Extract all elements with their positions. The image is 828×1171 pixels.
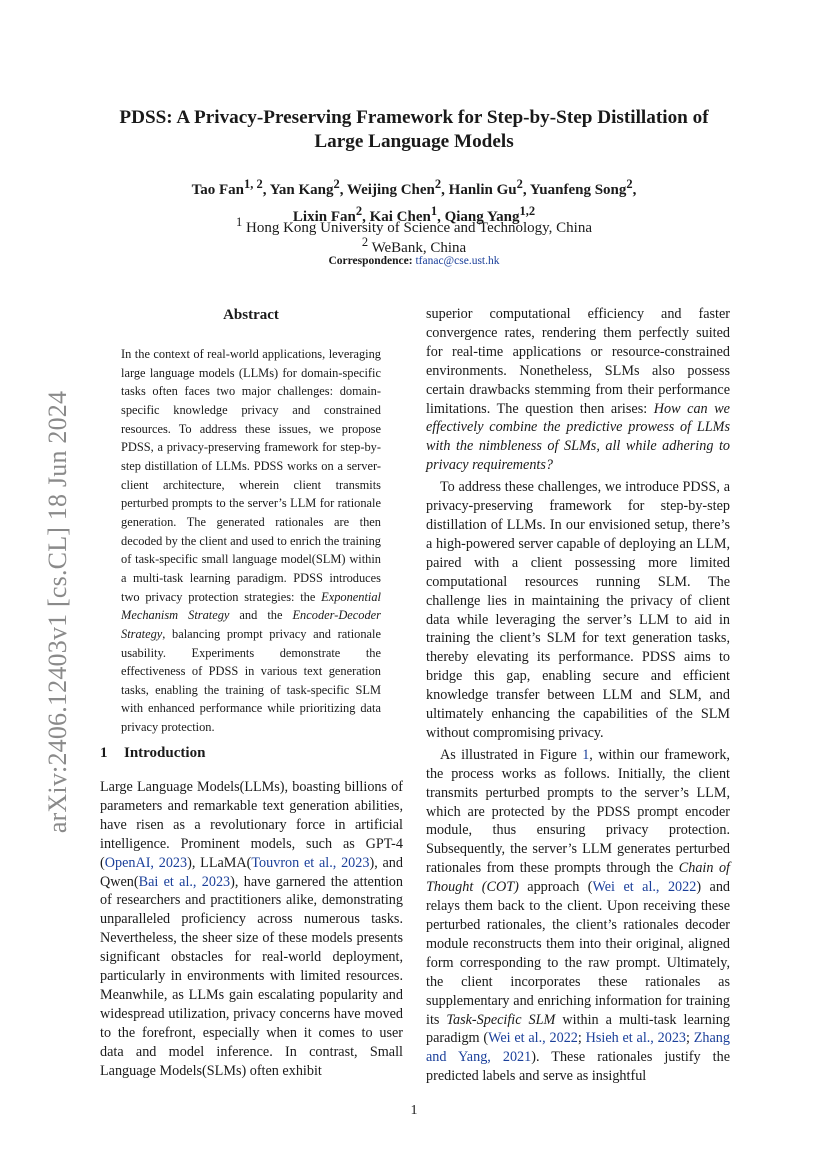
- citation-separator: ;: [686, 1030, 694, 1047]
- correspondence-label: Correspondence:: [328, 255, 413, 267]
- body-text: approach (: [518, 879, 593, 896]
- affiliation-name: WeBank, China: [371, 240, 467, 256]
- author: Yan Kang: [269, 182, 334, 198]
- author: Lixin Fan: [292, 208, 356, 225]
- author-affil-mark: 1,2: [519, 203, 536, 218]
- paper-title: [90, 106, 738, 154]
- body-text: ), have garnered the attention of researchers and practitioners alike, demonstrating unparalleled proficiency across numerous tasks. Nevertheless, the sheer size of these models presents significant obstacles for real-world deployment, particularly in environments with limited resources. Meanwhile, as LLMs gain escalating popularity and widespread utilization, privacy concerns have moved to the forefront, especially when it comes to user data and model inference. In contrast, Small Language Models(SLMs) often exhibit: [100, 873, 403, 1079]
- section-title: Introduction: [124, 745, 206, 761]
- citation-link[interactable]: Hsieh et al., 2023: [585, 1030, 687, 1047]
- correspondence: [90, 255, 738, 267]
- citation-link[interactable]: Zhang and Yang, 2021: [426, 1030, 730, 1066]
- affiliation-number: 2: [361, 235, 369, 249]
- abstract-text: [121, 345, 381, 737]
- author-affil-mark: 2: [626, 177, 633, 191]
- author-affil-mark: 1: [430, 203, 438, 218]
- affiliation-name: Hong Kong University of Science and Technology, China: [246, 220, 592, 236]
- body-text: ), LLaMA(: [187, 854, 252, 871]
- body-text: As illustrated in Figure: [440, 746, 583, 763]
- author: Weijing Chen: [346, 182, 435, 198]
- abstract-emphasis: Exponential Mechanism Strategy: [121, 589, 381, 623]
- body-text: ), and Qwen(: [100, 854, 403, 890]
- research-question: How can we effectively combine the predictive prowess of LLMs with the nimbleness of SLMs, all while adhering to privacy requirements?: [426, 400, 730, 474]
- abstract-text-part: In the context of real-world applications, leveraging large language models (LLMs) for domain-specific tasks often faces two major challenges: domain-specific knowledge privacy and constrained resources. To address these issues, we propose PDSS, a privacy-preserving framework for step-by-step distillation of LLMs. PDSS works on a server-client architecture, wherein client transmits perturbed prompts to the server’s LLM for rationale generation. The generated rationales are then decoded by the client and used to enrich the training of task-specific small language model(SLM) within a multi-task learning paradigm. PDSS introduces two privacy protection strategies: the: [121, 347, 381, 604]
- abstract-text-part: , balancing prompt privacy and rationale usability. Experiments demonstrate the effectiveness of PDSS in various text generation tasks, enabling the training of task-specific SLM with enhanced performance while prioritizing data privacy protection.: [121, 626, 381, 735]
- section-heading-introduction: [100, 745, 205, 762]
- body-text: ). These rationales justify the predicted labels and serve as insightful: [426, 1049, 730, 1085]
- author-list: Tao Fan$^{1, 2}$, Yan Kang$^2$, Weijing Chen$^2$, Hanlin Gu$^2$, Yuanfeng Song$^2$, Lixin Fan$^2$, Kai Chen$^1$, Qiang Yang$^{1,2}$: [191, 177, 637, 225]
- affiliation-number: 1: [236, 215, 243, 229]
- author-affil-mark: 2: [434, 177, 442, 191]
- body-emphasis: Chain of Thought (COT): [426, 860, 730, 896]
- title-line-1: PDSS: A Privacy-Preserving Framework for Step-by-Step Distillation of: [119, 107, 709, 128]
- page-number: 1: [410, 1103, 418, 1118]
- author: Qiang Yang: [444, 208, 520, 225]
- author: Tao Fan: [191, 182, 244, 198]
- body-text: To address these challenges, we introduce PDSS, a privacy-preserving framework for step-by-step distillation of LLMs. In our envisioned setup, there’s a high-powered server capable of deploying an LLM, paired with a client possessing more limited computational resources running SLM. The challenge lies in maintaining the privacy of client data while leveraging the server’s LLM to aid in training the client’s SLM for text generation tasks, thereby elevating its performance. PDSS aims to bridge this gap, enabling secure and efficient knowledge transfer between LLM and SLM, and ultimately enhancing the capabilities of the SLM without compromising privacy.: [426, 479, 730, 741]
- body-paragraph: [426, 478, 730, 743]
- citation-link[interactable]: Wei et al., 2022: [488, 1030, 578, 1047]
- author: Hanlin Gu: [448, 182, 517, 198]
- body-text: Large Language Models(LLMs), boasting billions of parameters and remarkable text generation abilities, have risen as a revolutionary force in artificial intelligence. Prominent models, such as GPT-4 (: [100, 779, 403, 871]
- body-text: superior computational efficiency and faster convergence rates, rendering them perfectly suited for real-time applications or resource-constrained environments. Nonetheless, SLMs also possess certain drawbacks stemming from their performance limitations. The question then arises:: [426, 306, 730, 417]
- title-line-2: Large Language Models: [314, 131, 514, 152]
- abstract-text-part: and the: [229, 608, 293, 623]
- author: Kai Chen: [369, 208, 431, 225]
- citation-separator: ;: [577, 1030, 586, 1047]
- citation-link[interactable]: Touvron et al., 2023: [251, 854, 370, 871]
- right-column: [426, 305, 730, 1086]
- body-text: within a multi-task learning paradigm (: [426, 1011, 730, 1047]
- body-text: , within our framework, the process works as follows. Initially, the client transmits perturbed prompts to the server’s LLM, which are protected by the PDSS prompt encoder module, thus ensuring privacy protection. Subsequently, the server’s LLM generates perturbed rationales from these prompts through the: [426, 746, 730, 877]
- body-emphasis: Task-Specific SLM: [446, 1011, 556, 1028]
- citation-link[interactable]: Bai et al., 2023: [138, 873, 231, 890]
- author-affil-mark: 2: [333, 177, 340, 191]
- author-affil-mark: 1, 2: [244, 177, 263, 191]
- author: Yuanfeng Song: [529, 182, 627, 198]
- introduction-paragraph: [100, 778, 403, 1081]
- citation-link[interactable]: OpenAI, 2023: [104, 854, 188, 871]
- correspondence-email-link[interactable]: tfanac@cse.ust.hk: [415, 255, 500, 267]
- arxiv-identifier-stamp: arXiv:2406.12403v1 [cs.CL] 18 Jun 2024: [43, 390, 72, 834]
- body-paragraph: [426, 746, 730, 1086]
- citation-link[interactable]: Wei et al., 2022: [592, 879, 697, 896]
- section-number: 1: [100, 745, 108, 761]
- figure-reference-link[interactable]: 1: [582, 746, 590, 763]
- author-affil-mark: 2: [355, 203, 363, 218]
- body-text: ) and relays them back to the client. Upon receiving these perturbed rationales, the client’s rationales decoder module reconstructs them into their original, aligned form corresponding to the raw prompt. Ultimately, the client incorporates these rationales as supplementary and enriching information for training its: [426, 879, 731, 1028]
- abstract-heading: Abstract: [223, 307, 279, 323]
- body-paragraph: [426, 305, 730, 475]
- author-affil-mark: 2: [516, 177, 523, 191]
- abstract-emphasis: Encoder-Decoder Strategy: [121, 608, 381, 641]
